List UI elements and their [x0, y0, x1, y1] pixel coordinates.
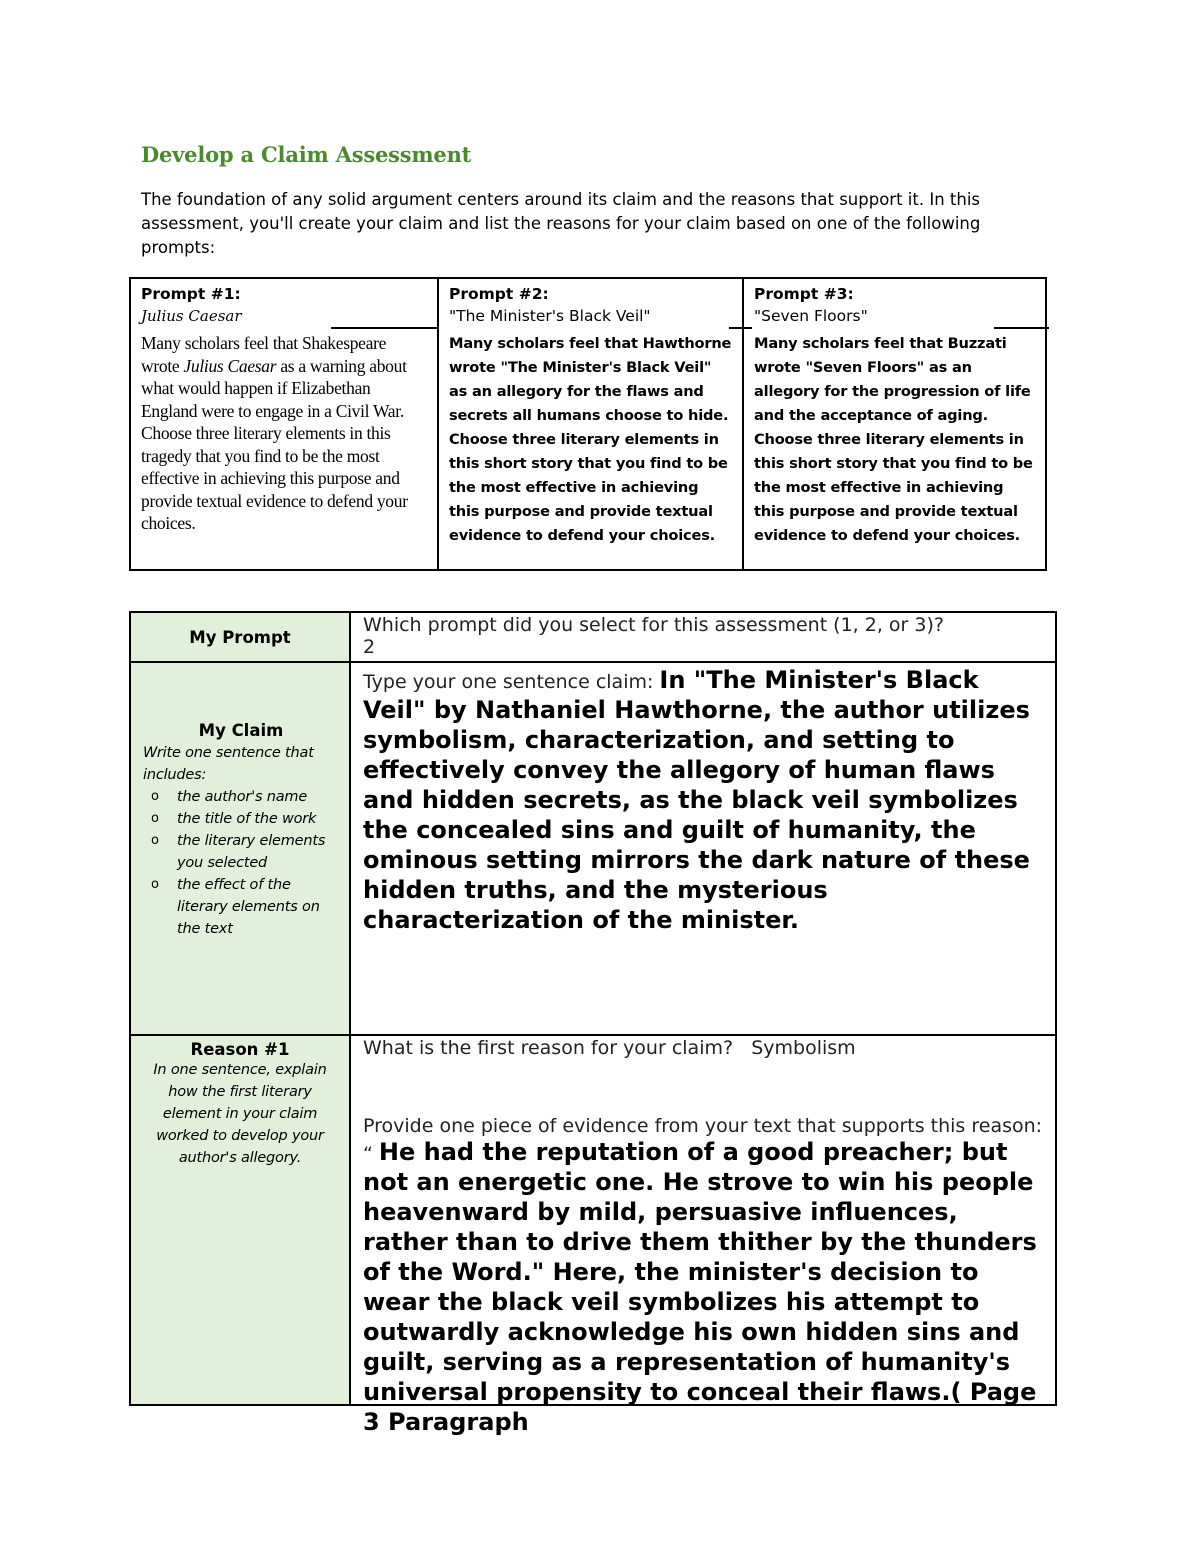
reason-1-answer-cell[interactable]: [351, 1036, 1055, 1436]
prompt-1-cell: [131, 279, 437, 569]
my-prompt-answer-cell[interactable]: [351, 613, 1055, 661]
prompt-3-cell: [742, 279, 1045, 569]
my-claim-instruction: Write one sentence that includes:: [143, 745, 314, 783]
reason-1-evidence-prompt: Provide one piece of evidence from your text that supports this reason: “: [363, 1115, 1043, 1165]
document-title: Develop a Claim Assessment: [141, 142, 472, 167]
my-prompt-label-cell: [131, 613, 351, 661]
list-item: o the title of the work: [143, 808, 339, 830]
prompt-2-work: "The Minister's Black Veil": [449, 307, 651, 325]
reason-1-evidence-text[interactable]: [363, 1115, 1043, 1437]
list-item: o the author's name: [143, 786, 339, 808]
list-item: o the effect of the literary elements on the text: [143, 874, 339, 940]
assessment-table: [129, 611, 1057, 1436]
my-claim-label-cell: [131, 663, 351, 1034]
reason-1-evidence[interactable]: He had the reputation of a good preacher; but not an energetic one. He strove to win his people heavenward by mild, persuasive influences, rather than to drive them thither by the thunders of the Word." Here, the minister's decision to wear the black veil symbolizes his attempt to outwardly acknowledge his own hidden sins and guilt, serving as a representation of humanity's universal propensity to conceal their flaws.( Page 3 Paragraph: [363, 1138, 1037, 1436]
prompt-1-body: Many scholars feel that Shakespeare wrote Julius Caesar as a warning about what would happen if Elizabethan England were to engage in a Civil War. Choose three literary elements in this tragedy that you find to be the most effective in achieving this purpose and provide textual evidence to defend your choices.: [141, 333, 408, 533]
reason-1-label: Reason #1: [190, 1040, 290, 1059]
cell-divider: [331, 327, 437, 329]
cell-divider: [744, 327, 752, 329]
intro-paragraph: The foundation of any solid argument centers around its claim and the reasons that support it. In this assessment, you'll create your claim and list the reasons for your claim based on one of the following prompts:: [141, 190, 981, 257]
my-claim-question: Type your one sentence claim:: [363, 671, 660, 693]
prompt-1-heading: Prompt #1:: [141, 285, 241, 303]
my-prompt-label: My Prompt: [189, 627, 291, 647]
bullet-icon: o: [151, 877, 159, 892]
my-claim-label: My Claim: [198, 721, 284, 740]
my-prompt-question: Which prompt did you select for this assessment (1, 2, or 3)?: [363, 614, 944, 636]
my-claim-answer-cell[interactable]: [351, 663, 1055, 1034]
reason-1-label-cell: [131, 1036, 351, 1404]
prompt-2-body: Many scholars feel that Hawthorne wrote "The Minister's Black Veil" as an allegory for the flaws and secrets all humans choose to hide. Choose three literary elements in this short story that you find to be the most effective in achieving this purpose and provide textual evidence to defend your choices.: [449, 335, 732, 544]
my-claim-text[interactable]: [363, 665, 1043, 935]
prompt-1-work: Julius Caesar: [141, 307, 242, 325]
prompt-3-body: Many scholars feel that Buzzati wrote "Seven Floors" as an allegory for the progression of life and the acceptance of aging. Choose three literary elements in this short story that you find to be the most effective in achieving this purpose and provide textual evidence to defend your choices.: [754, 335, 1033, 544]
cell-divider: [994, 327, 1049, 329]
my-claim-answer[interactable]: In "The Minister's Black Veil" by Nathaniel Hawthorne, the author utilizes symbolism, characterization, and setting to effectively convey the allegory of human flaws and hidden secrets, as the black veil symbolizes the concealed sins and guilt of humanity, the ominous setting mirrors the dark nature of these hidden truths, and the mysterious characterization of the minister.: [363, 666, 1030, 934]
my-prompt-row: [131, 613, 1055, 661]
reason-1-question: What is the first reason for your claim?: [363, 1037, 734, 1059]
prompts-table: [129, 277, 1047, 571]
reason-1-instruction: In one sentence, explain how the first literary element in your claim worked to develop your author's allegory.: [153, 1062, 327, 1166]
prompt-3-heading: Prompt #3:: [754, 285, 854, 303]
reason-1-row: [131, 1034, 1055, 1436]
prompt-2-cell: [437, 279, 742, 569]
my-prompt-answer[interactable]: 2: [363, 636, 376, 658]
claim-requirements-list: [143, 786, 339, 940]
list-item: o the literary elements you selected: [143, 830, 339, 874]
bullet-icon: o: [151, 833, 159, 848]
prompt-3-work: "Seven Floors": [754, 307, 868, 325]
bullet-icon: o: [151, 811, 159, 826]
my-claim-row: [131, 661, 1055, 1034]
reason-1-answer[interactable]: Symbolism: [751, 1037, 856, 1059]
reason-1-question-line: [363, 1037, 1043, 1059]
bullet-icon: o: [151, 789, 159, 804]
prompt-2-heading: Prompt #2:: [449, 285, 549, 303]
